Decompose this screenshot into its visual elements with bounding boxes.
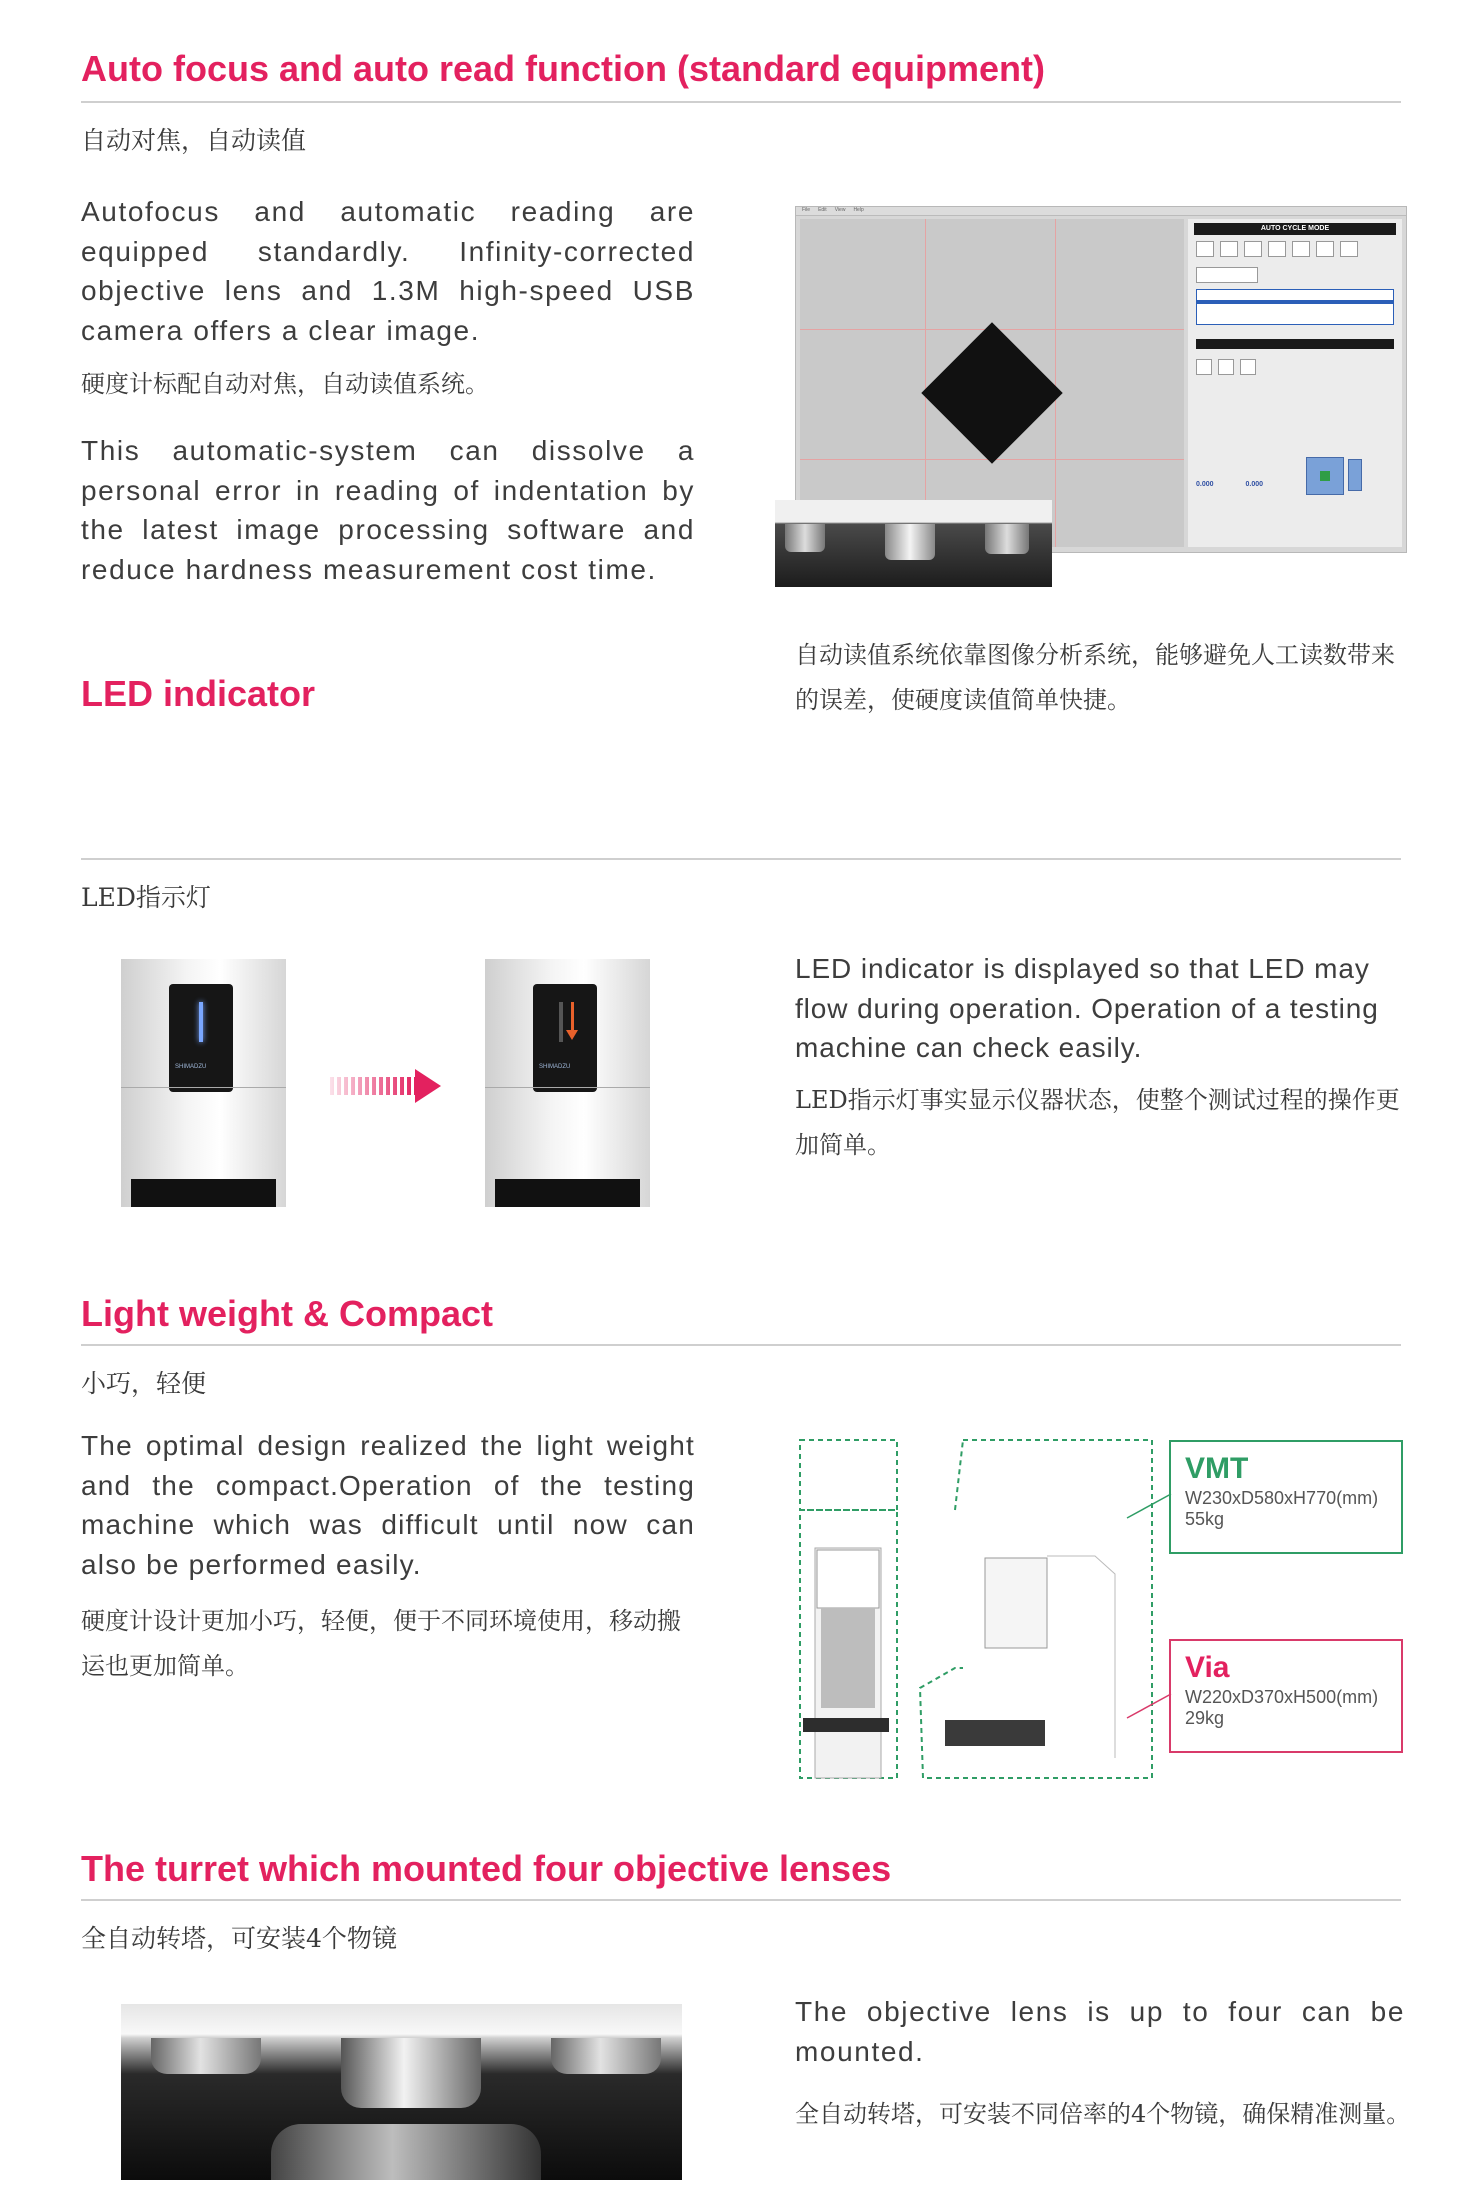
via-leader-line [1125, 1690, 1175, 1720]
tool-button[interactable] [1218, 359, 1234, 375]
compact-title: Light weight & Compact [81, 1293, 493, 1334]
turret-title: The turret which mounted four objective lenses [81, 1848, 892, 1889]
brand-logo: SHIMADZU [175, 1064, 207, 1070]
readout-value: 0.000 [1196, 481, 1214, 488]
led-paragraph-1: LED indicator is displayed so that LED may flow during operation. Operation of a testing machine can check easily. [795, 953, 1379, 1063]
menu-item-view[interactable]: View [834, 207, 846, 213]
tool-button[interactable] [1220, 241, 1238, 257]
turret-paragraph-1: The objective lens is up to four can be mounted. [795, 1996, 1405, 2067]
turret-inset-photo [775, 500, 1052, 587]
down-arrow-icon [571, 1002, 574, 1032]
tool-button[interactable] [1244, 241, 1262, 257]
section-divider [81, 101, 1401, 103]
led-device-photo-on [485, 959, 650, 1207]
compact-subtitle-cn: 小巧，轻便 [81, 1369, 207, 1398]
via-weight: 29kg [1185, 1708, 1225, 1728]
via-spec-card [1169, 1639, 1403, 1753]
led-title: LED indicator [81, 673, 316, 714]
turret-paragraph-1-cn: 全自动转塔，可安装不同倍率的4个物镜，确保精准测量。 [795, 2100, 1411, 2128]
vmt-weight: 55kg [1185, 1509, 1225, 1529]
vmt-dimensions: W230xD580xH770(mm) [1185, 1488, 1379, 1508]
control-panel [1188, 219, 1402, 547]
led-subtitle-cn: LED指示灯 [81, 883, 211, 912]
tool-button[interactable] [1196, 241, 1214, 257]
autofocus-title: Auto focus and auto read function (standard equipment) [81, 48, 1046, 89]
turret-photo [121, 2004, 682, 2180]
led-device-photo-off [121, 959, 286, 1207]
tool-button[interactable] [1196, 359, 1212, 375]
section-divider [81, 1899, 1401, 1901]
autofocus-paragraph-1-cn: 硬度计标配自动对焦，自动读值系统。 [81, 370, 489, 398]
stage-control-pad[interactable] [1306, 457, 1344, 495]
led-light [559, 1002, 563, 1042]
autofocus-caption-cn: 自动读值系统依靠图像分析系统，能够避免人工读数带来的误差，使硬度读值简单快捷。 [795, 641, 1395, 714]
size-comparison-diagram [795, 1438, 1155, 1784]
led-light [199, 1002, 203, 1042]
mode-field[interactable] [1196, 267, 1258, 283]
turret-subtitle-cn: 全自动转塔，可安装4个物镜 [81, 1924, 397, 1953]
via-dimensions: W220xD370xH500(mm) [1185, 1687, 1379, 1707]
menu-bar [796, 207, 1406, 216]
section-divider [81, 858, 1401, 860]
led-panel [169, 984, 233, 1092]
tool-button[interactable] [1292, 241, 1310, 257]
brand-logo: SHIMADZU [539, 1064, 571, 1070]
menu-item-help[interactable]: Help [853, 207, 864, 213]
led-paragraph-1-cn: LED指示灯事实显示仪器状态，使整个测试过程的操作更加简单。 [795, 1086, 1400, 1159]
tool-button[interactable] [1240, 359, 1256, 375]
menu-item-edit[interactable]: Edit [818, 207, 827, 213]
live-image-view[interactable] [800, 219, 1184, 547]
transition-arrow-icon [327, 1069, 447, 1103]
autofocus-subtitle-cn: 自动对焦，自动读值 [81, 126, 307, 155]
autofocus-paragraph-1: Autofocus and automatic reading are equipped standardly. Infinity-corrected objective lens and 1.3M high-speed USB camera offers a clear image. [81, 196, 695, 346]
via-name: Via [1185, 1651, 1230, 1684]
menu-item-file[interactable]: File [802, 207, 811, 213]
section-divider [81, 1344, 1401, 1346]
readout-value: 0.000 [1245, 481, 1264, 488]
vmt-leader-line [1125, 1490, 1175, 1520]
led-panel [533, 984, 597, 1092]
compact-paragraph-1: The optimal design realized the light weight and the compact.Operation of the testing machine which was difficult until now can also be performed easily. [81, 1430, 695, 1580]
auto-cycle-header: AUTO CYCLE MODE [1194, 223, 1396, 235]
tool-button[interactable] [1316, 241, 1334, 257]
vmt-spec-card [1169, 1440, 1403, 1554]
result-list[interactable] [1196, 289, 1394, 325]
results-header-bar [1196, 339, 1394, 349]
vmt-name: VMT [1185, 1452, 1249, 1485]
indentation-mark [921, 322, 1062, 463]
z-control[interactable] [1348, 459, 1362, 491]
compact-paragraph-1-cn: 硬度计设计更加小巧，轻便，便于不同环境使用，移动搬运也更加简单。 [81, 1607, 681, 1680]
tool-button[interactable] [1340, 241, 1358, 257]
tool-button[interactable] [1268, 241, 1286, 257]
autofocus-paragraph-2: This automatic-system can dissolve a personal error in reading of indentation by the latest image processing software and reduce hardness measurement cost time. [81, 435, 695, 585]
